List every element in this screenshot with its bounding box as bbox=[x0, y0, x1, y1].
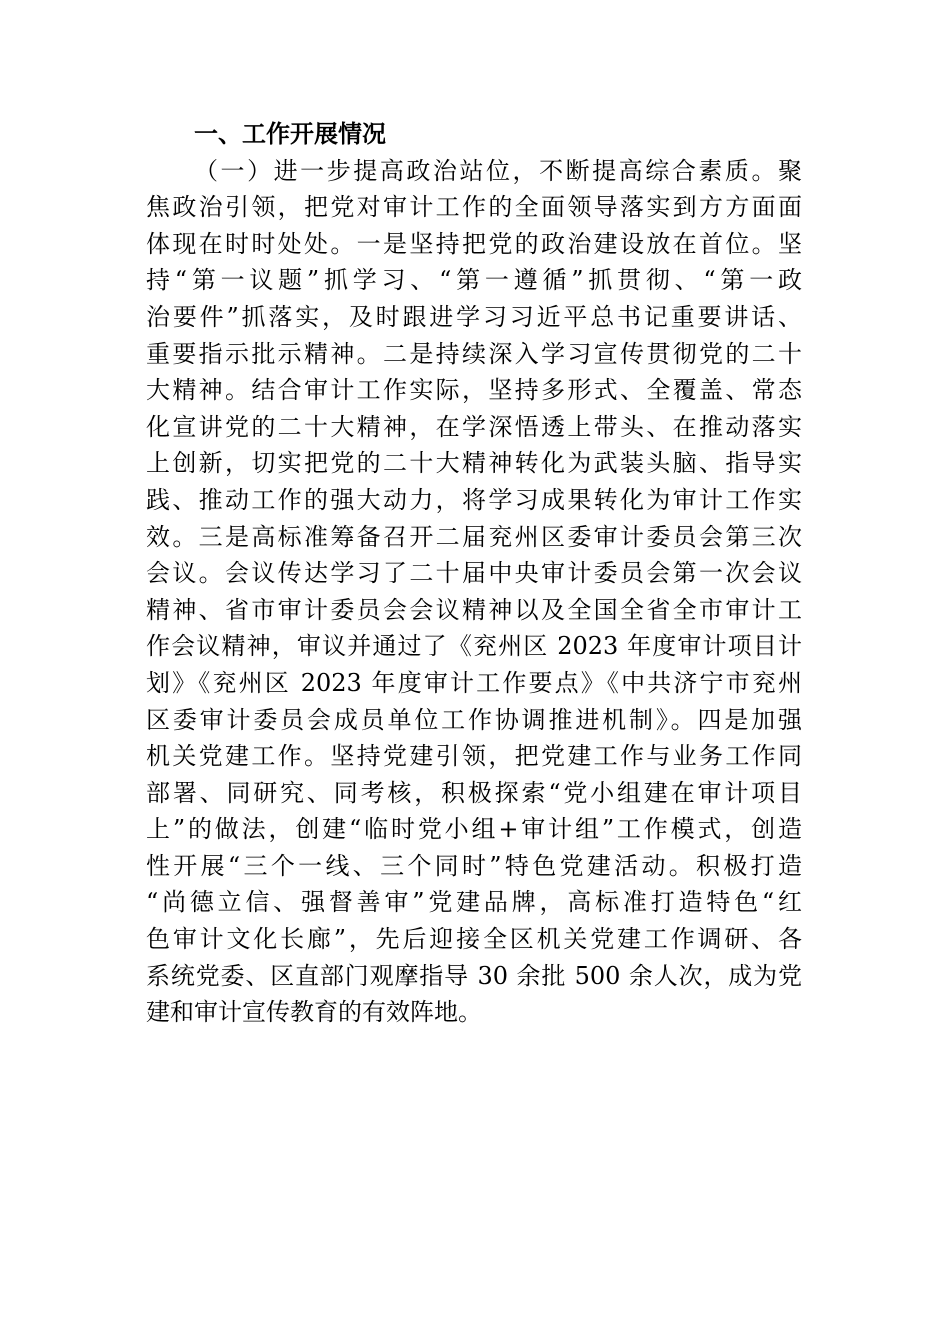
paragraph-line: 作会议精神，审议并通过了《兖州区 2023 年度审计项目计 bbox=[146, 632, 802, 661]
paragraph-line: 上创新，切实把党的二十大精神转化为武装头脑、指导实 bbox=[146, 449, 802, 478]
paragraph-line: 践、推动工作的强大动力，将学习成果转化为审计工作实 bbox=[146, 485, 802, 514]
paragraph-line: 持“第一议题”抓学习、“第一遵循”抓贯彻、“第一政 bbox=[146, 266, 802, 295]
section-heading: 一、工作开展情况 bbox=[194, 120, 386, 148]
paragraph-line: 治要件”抓落实，及时跟进学习习近平总书记重要讲话、 bbox=[146, 302, 802, 331]
paragraph-line: 会议。会议传达学习了二十届中央审计委员会第一次会议 bbox=[146, 559, 802, 588]
paragraph-line: 精神、省市审计委员会会议精神以及全国全省全市审计工 bbox=[146, 595, 802, 624]
document-body bbox=[146, 116, 802, 1031]
paragraph-line: “尚德立信、强督善审”党建品牌，高标准打造特色“红 bbox=[146, 888, 802, 917]
paragraph-line: 上”的做法，创建“临时党小组+审计组”工作模式，创造 bbox=[146, 815, 802, 844]
paragraph-line: 化宣讲党的二十大精神，在学深悟透上带头、在推动落实 bbox=[146, 412, 802, 441]
paragraph-line: 体现在时时处处。一是坚持把党的政治建设放在首位。坚 bbox=[146, 229, 802, 258]
paragraph-line: 建和审计宣传教育的有效阵地。 bbox=[146, 998, 482, 1027]
paragraph-line: 部署、同研究、同考核，积极探索“党小组建在审计项目 bbox=[146, 778, 802, 807]
paragraph-line: 机关党建工作。坚持党建引领，把党建工作与业务工作同 bbox=[146, 742, 802, 771]
paragraph-line: （一）进一步提高政治站位，不断提高综合素质。聚 bbox=[194, 156, 802, 185]
paragraph-line: 重要指示批示精神。二是持续深入学习宣传贯彻党的二十 bbox=[146, 339, 802, 368]
paragraph-line: 大精神。结合审计工作实际，坚持多形式、全覆盖、常态 bbox=[146, 376, 802, 405]
body-paragraph bbox=[146, 153, 802, 1031]
paragraph-line: 焦政治引领，把党对审计工作的全面领导落实到方方面面 bbox=[146, 193, 802, 222]
paragraph-line: 划》《兖州区 2023 年度审计工作要点》《中共济宁市兖州 bbox=[146, 668, 802, 697]
paragraph-line: 区委审计委员会成员单位工作协调推进机制》。四是加强 bbox=[146, 705, 802, 734]
paragraph-line: 色审计文化长廊”，先后迎接全区机关党建工作调研、各 bbox=[146, 925, 802, 954]
paragraph-line: 效。三是高标准筹备召开二届兖州区委审计委员会第三次 bbox=[146, 522, 802, 551]
paragraph-line: 系统党委、区直部门观摩指导 30 余批 500 余人次，成为党 bbox=[146, 961, 802, 990]
paragraph-line: 性开展“三个一线、三个同时”特色党建活动。积极打造 bbox=[146, 851, 802, 880]
